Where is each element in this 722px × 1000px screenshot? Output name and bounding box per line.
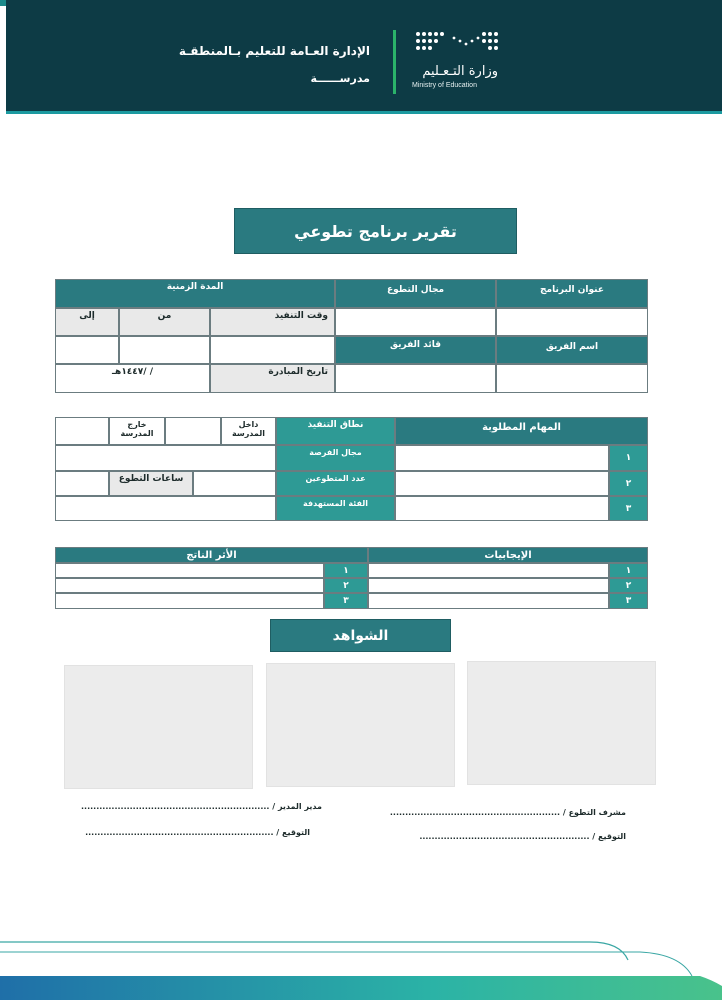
positives-header: الإيجابيات — [368, 547, 648, 563]
volunteer-hours-value[interactable] — [55, 471, 109, 496]
team-name-value[interactable] — [496, 364, 648, 393]
impact-value-2[interactable] — [55, 578, 324, 593]
volunteer-hours-label: ساعات التطوع — [109, 471, 193, 496]
evidence-title: الشواهد — [270, 619, 451, 652]
to-label: إلى — [55, 308, 119, 336]
initiative-date-value[interactable]: / /١٤٤٧هـ — [55, 364, 210, 393]
target-group-value[interactable] — [55, 496, 276, 521]
task-value-1[interactable] — [395, 445, 609, 471]
volunteer-count-value[interactable] — [193, 471, 276, 496]
ministry-logo-icon — [414, 30, 500, 60]
positive-number-1: ١ — [609, 563, 648, 578]
impact-value-1[interactable] — [55, 563, 324, 578]
opportunity-field-label: مجال الفرصة — [276, 445, 395, 471]
team-leader-value[interactable] — [335, 364, 496, 393]
exec-time-value[interactable] — [210, 336, 335, 364]
from-value[interactable] — [119, 336, 210, 364]
evidence-photo-2[interactable] — [266, 663, 455, 787]
supervisor-sign-dots[interactable]: ........................................................ — [419, 832, 590, 841]
supervisor-sign-line — [402, 832, 626, 841]
principal-signature-line — [81, 802, 322, 811]
volunteer-field-header: مجال التطوع — [335, 279, 496, 308]
principal-sign-dots[interactable]: .............................................................. — [85, 828, 274, 837]
directorate-label: الإدارة العـامة للتعليم بـالمنطقـة — [178, 44, 370, 58]
impact-number-3: ٣ — [324, 593, 368, 609]
supervisor-label: مشرف التطوع / — [562, 808, 626, 817]
program-title-value[interactable] — [496, 308, 648, 336]
ministry-name-en: Ministry of Education — [412, 82, 477, 89]
program-title-header: عنوان البرنامج — [496, 279, 648, 308]
from-label: من — [119, 308, 210, 336]
positive-value-2[interactable] — [368, 578, 609, 593]
inside-school-label: داخل المدرسة — [221, 417, 276, 445]
footer-wave-decoration — [0, 930, 722, 1000]
volunteer-field-value[interactable] — [335, 308, 496, 336]
impact-number-1: ١ — [324, 563, 368, 578]
scope-header: نطاق التنفيذ — [276, 417, 395, 445]
supervisor-dots[interactable]: ........................................................ — [389, 808, 561, 817]
task-number-2: ٢ — [609, 471, 648, 496]
volunteer-count-label: عدد المتطوعين — [276, 471, 395, 496]
positive-value-1[interactable] — [368, 563, 609, 578]
report-title: تقرير برنامج تطوعي — [234, 208, 517, 254]
ministry-name-ar: وزارة التـعـليم — [422, 64, 498, 79]
school-label: مدرســــــة — [310, 72, 370, 85]
impact-number-2: ٢ — [324, 578, 368, 593]
principal-dots[interactable]: .............................................................. — [81, 802, 270, 811]
time-period-header: المدة الزمنية — [55, 279, 335, 308]
inside-school-check[interactable] — [165, 417, 221, 445]
tasks-header: المهام المطلوبة — [395, 417, 648, 445]
positive-number-3: ٣ — [609, 593, 648, 609]
supervisor-signature-line — [389, 808, 626, 817]
evidence-photo-3[interactable] — [64, 665, 253, 789]
to-value[interactable] — [55, 336, 119, 364]
task-number-1: ١ — [609, 445, 648, 471]
supervisor-sign-label: التوقيع / — [592, 832, 626, 841]
opportunity-field-value[interactable] — [55, 445, 276, 471]
target-group-label: الفئة المستهدفة — [276, 496, 395, 521]
initiative-date-label: تاريخ المبادرة — [210, 364, 335, 393]
evidence-photo-1[interactable] — [467, 661, 656, 785]
exec-time-label: وقت التنفيذ — [210, 308, 335, 336]
header-divider — [393, 30, 396, 94]
positive-value-3[interactable] — [368, 593, 609, 609]
positive-number-2: ٢ — [609, 578, 648, 593]
principal-sign-line — [84, 828, 310, 837]
principal-label: مدير المدير / — [272, 802, 322, 811]
principal-sign-label: التوقيع / — [276, 828, 310, 837]
task-value-2[interactable] — [395, 471, 609, 496]
outside-school-label: خارج المدرسة — [109, 417, 165, 445]
impact-value-3[interactable] — [55, 593, 324, 609]
team-name-header: اسم الفريق — [496, 336, 648, 364]
impact-header: الأثر الناتج — [55, 547, 368, 563]
outside-school-check[interactable] — [55, 417, 109, 445]
task-number-3: ٣ — [609, 496, 648, 521]
team-leader-header: قائد الفريق — [335, 336, 496, 364]
task-value-3[interactable] — [395, 496, 609, 521]
